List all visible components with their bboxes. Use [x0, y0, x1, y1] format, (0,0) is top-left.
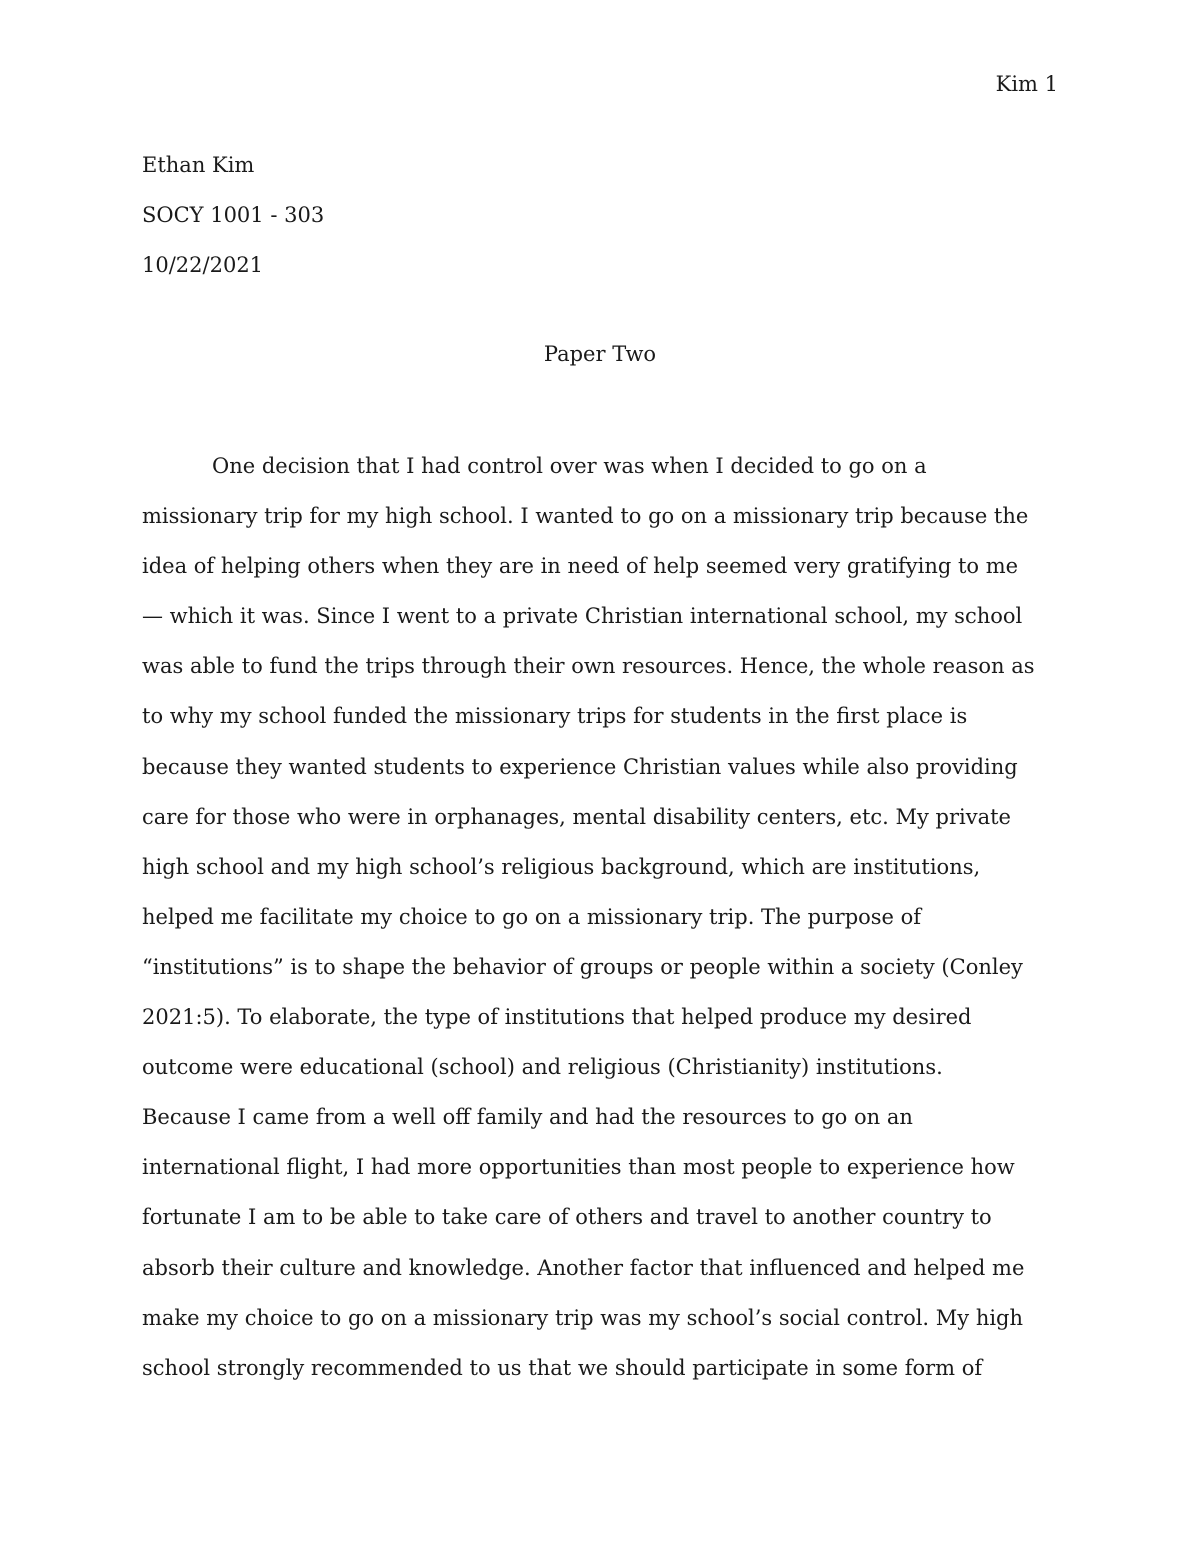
body-line: absorb their culture and knowledge. Another factor that influenced and helped me	[142, 1255, 1025, 1280]
body-line: — which it was. Since I went to a private Christian international school, my school	[142, 604, 1023, 629]
body-line: school strongly recommended to us that we should participate in some form of	[142, 1355, 983, 1380]
body-line: idea of helping others when they are in need of help seemed very gratifying to me	[142, 554, 1019, 579]
body-line: care for those who were in orphanages, mental disability centers, etc. My private	[142, 804, 1011, 829]
course-code: SOCY 1001 - 303	[142, 203, 325, 228]
body-line: fortunate I am to be able to take care of others and travel to another country to	[142, 1205, 992, 1230]
body-line: 2021:5). To elaborate, the type of institutions that helped produce my desired	[142, 1005, 972, 1030]
heading-block	[142, 140, 1058, 290]
author-name: Ethan Kim	[142, 153, 255, 177]
paper-date: 10/22/2021	[142, 253, 264, 278]
body-line: One decision that I had control over was when I decided to go on a	[212, 454, 927, 478]
body-line: to why my school funded the missionary trips for students in the first place is	[142, 704, 968, 729]
body-line: because they wanted students to experience Christian values while also providing	[142, 754, 1018, 779]
running-head: Kim 1	[995, 72, 1058, 96]
body-line: international flight, I had more opportunities than most people to experience how	[142, 1155, 1015, 1180]
body-line: outcome were educational (school) and religious (Christianity) institutions.	[142, 1055, 943, 1080]
body-line: make my choice to go on a missionary trip was my school’s social control. My high	[142, 1305, 1024, 1330]
body-line: “institutions” is to shape the behavior of groups or people within a society (Conley	[142, 954, 1023, 979]
body-line: high school and my high school’s religious background, which are institutions,	[142, 854, 981, 879]
paper-title: Paper Two	[543, 342, 657, 366]
body-line: was able to fund the trips through their own resources. Hence, the whole reason as	[142, 654, 1035, 679]
body-line: helped me facilitate my choice to go on a missionary trip. The purpose of	[142, 904, 922, 929]
body-line: missionary trip for my high school. I wanted to go on a missionary trip because the	[142, 504, 1029, 529]
body-paragraph	[142, 441, 1058, 1393]
body-line: Because I came from a well off family and had the resources to go on an	[142, 1105, 913, 1130]
